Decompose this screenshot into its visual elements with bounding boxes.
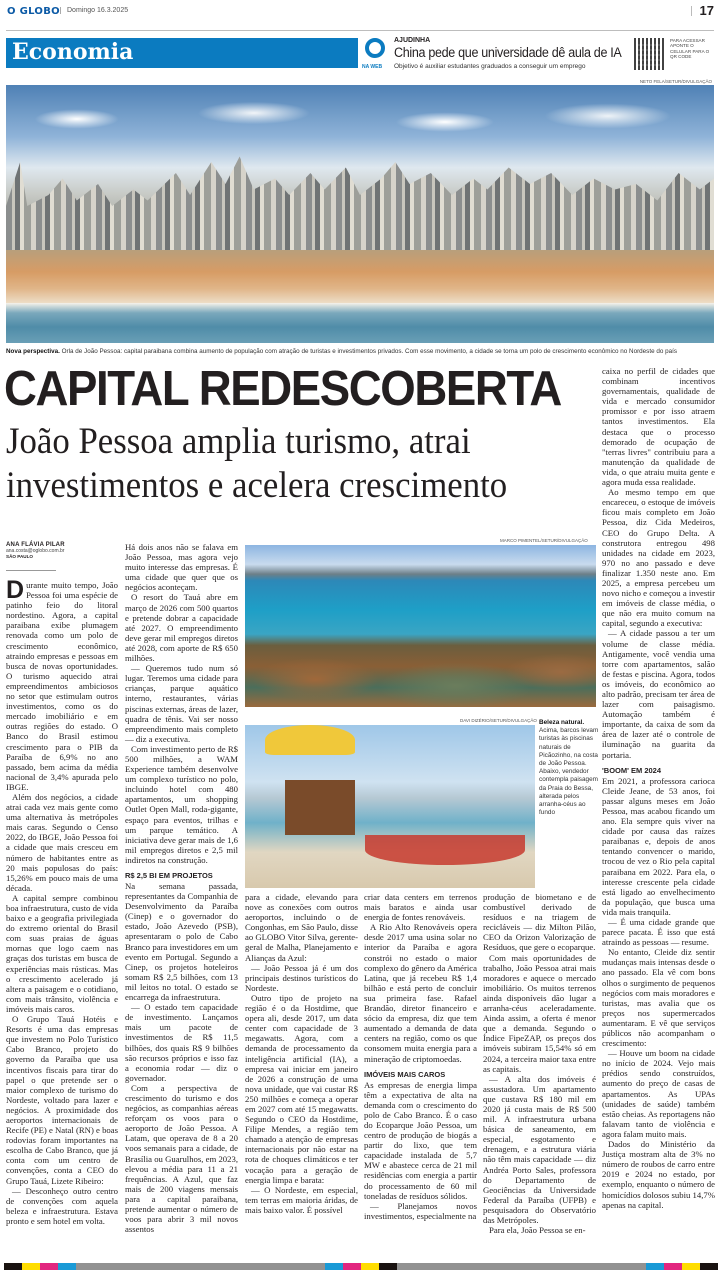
color-swatch (4, 1263, 22, 1270)
inline-photo-caption (539, 719, 599, 817)
paragraph-text: O Grupo Tauá Hotéis e Resorts é uma das empresas que investem no Polo Turístico Cabo Branco, projeto do governo da Paraíba que usa incentivos fiscais para tirar do papel o que pretende ser o maior complexo de turismo do Nordeste, voltado para lazer e negócios. A proximidade dos aeroportos internacionais de Recife (PE) e Natal (RN) e boas rodovias foram importantes na escolha de Cabo Branco, que já conta com um centro de convenções, conta a CEO do Grupo Tauá, Lizete Ribeiro: (6, 1014, 118, 1186)
photo-umbrella (265, 725, 355, 755)
article-paragraph (602, 917, 715, 947)
article-paragraph (125, 881, 238, 1002)
qr-code-icon[interactable] (634, 38, 666, 70)
photo-natural-pools-boats (245, 545, 596, 707)
color-swatch (325, 1263, 343, 1270)
article-paragraph (125, 542, 238, 592)
photo-reef (245, 637, 596, 707)
promo-subhead: Objetivo é auxiliar estudantes graduados a conseguir um emprego (394, 63, 586, 70)
paragraph-text: — O estado tem capacidade de investimento. Lançamos mais um pacote de investimentos de R$ 11,5 bilhões, dos quais R$ 9 bilhões são recursos próprios e isso faz a economia rodar — diz o governador. (125, 1002, 238, 1083)
article-paragraph (6, 1186, 118, 1226)
web-ring-icon (365, 38, 385, 58)
article-paragraph (6, 1014, 118, 1186)
paragraph-text: — João Pessoa já é um dos principais destinos turísticos do Nordeste. (245, 962, 358, 993)
color-swatch (361, 1263, 379, 1270)
article-paragraph (483, 1074, 596, 1225)
newspaper-logo: O GLOBO (7, 6, 60, 17)
subheading: R$ 2,5 BI EM PROJETOS (125, 871, 213, 880)
print-color-bar (4, 1263, 718, 1270)
article-paragraph (6, 792, 118, 893)
subheading: 'BOOM' EM 2024 (602, 765, 662, 775)
page-number: 17 (691, 3, 714, 18)
article-paragraph (483, 892, 596, 953)
color-swatch (682, 1263, 700, 1270)
article-paragraph (602, 776, 715, 917)
paragraph-text: Ao mesmo tempo em que encareceu, o estoque de imóveis ficou mais completo em João Pessoa, diz Cida Medeiros, CEO do Grupo Delta. A construtora entregou 498 unidades na cidade em 2023, 970 no ano passado e deve finalizar 1.350 neste ano. Em 2025, a empresa percebeu um novo nicho e começou a investir em imóveis de classe média, o que não era muito comum na capital, segundo a executiva: (602, 487, 715, 629)
article-column-1 (6, 576, 118, 1226)
hero-photo-credit: NETO FELA/SETUR/DIVULGAÇÃO (639, 79, 712, 84)
article-paragraph (125, 744, 238, 865)
paragraph-text: Com a perspectiva de crescimento do turismo e dos negócios, as companhias aéreas reforçam os voos para o aeroporto de João Pessoa. A Latam, que operava de 8 a 20 voos semanais para a cidade, de Brasília ou Guarulhos, em 2023, elevou a média para 11 a 21 frequências. A Azul, que faz mais de 200 viagens mensais para a capital paraibana, pretende aumentar o número de voos para abrir 3 mil novos assentos (125, 1082, 238, 1235)
paragraph-text: — É uma cidade grande que parece pacata. É isso que está atraindo as pessoas — resume. (602, 916, 715, 948)
subheading: IMÓVEIS MAIS CAROS (364, 1069, 446, 1079)
photo-skyline (6, 140, 714, 250)
article-deck: João Pessoa amplia turismo, atrai investimentos e acelera crescimento (6, 421, 508, 506)
photo-bessa-beach-vendor (245, 725, 535, 888)
drop-cap: D (6, 576, 25, 604)
inline-caption-lead: Beleza natural. (539, 719, 585, 726)
article-paragraph (602, 1048, 715, 1139)
paragraph-text: criar data centers em terrenos mais baratos e ainda usar energia de fontes renováveis. (364, 892, 477, 923)
hero-photo-joao-pessoa-skyline (6, 85, 714, 343)
edition-date: Domingo 16.3.2025 (60, 7, 128, 14)
hero-caption-lead: Nova perspectiva. (6, 348, 60, 355)
article-paragraph (364, 892, 477, 922)
author-email[interactable]: ana.costa@oglobo.com.br (6, 548, 65, 554)
photo-credit-top: MARCO PIMENTEL/SETUR/DIVULGAÇÃO (500, 538, 588, 543)
article-paragraph (6, 576, 118, 792)
inline-caption-text: Acima, barcos levam turistas às piscinas naturais de Picãozinho, na costa de João Pessoa. Abaixo, vendedor contempla paisagem da Praia do Bessa, alterada pelos arranha-céus ao fundo (539, 727, 599, 817)
paragraph-text: — A alta dos imóveis é assustadora. Um apartamento que custava R$ 180 mil em 2020 já custa mais de R$ 500 mil. A infraestrutura urbana básica de saneamento, em especial, esgotamento e drenagem, e a estrutura viária não têm mais capacidade — diz Andréa Porto Sales, professora do Departamento de Geociências da Universidade Federal da Paraíba (UFPB) e pesquisadora do Observatório das Metrópoles. (483, 1073, 596, 1225)
color-swatch (343, 1263, 361, 1270)
paragraph-text: — Houve um boom na cidade no início de 2024. Vejo mais prédios sendo construídos, aumento do preço de casas de apartamentos. As UPAs (unidades de saúde) também estão cheias. As reportagens não falavam tanto de violência e agora falam muito mais. (602, 1048, 715, 1139)
article-paragraph (125, 592, 238, 663)
article-paragraph (364, 1080, 477, 1201)
color-swatch (397, 1263, 646, 1270)
article-paragraph (125, 1002, 238, 1083)
paragraph-text: As empresas de energia limpa têm a expectativa de alta na demanda com o crescimento do polo de Cabo Branco. É o caso do Ecoparque João Pessoa, um centro de produção de biogás a partir do lixo, que tem capacidade instalada de 5,7 MW e abastece cerca de 21 mil residências com energia a partir do processamento de 60 mil toneladas de resíduos sólidos. (364, 1079, 477, 1201)
article-paragraph (245, 963, 358, 993)
article-paragraph (245, 993, 358, 1185)
paragraph-text: Além dos negócios, a cidade atrai cada vez mais gente como uma alternativa às metrópoles mais caras. Segundo o Censo 2022, do IBGE, João Pessoa foi a cidade que mais cresceu em número de habitantes entre as 20 mais populosas do país: 15,26% em pouco mais de uma década. (6, 791, 118, 893)
article-paragraph (364, 922, 477, 1063)
promo-kicker: AJUDINHA (394, 37, 431, 44)
article-column-4 (364, 892, 477, 1221)
paragraph-text: Para ela, João Pessoa se en- (489, 1225, 586, 1236)
paragraph-text: caixa no perfil de cidades que combinam incentivos governamentais, qualidade de vida e mercado consumidor promissor e por isso atraem tantos investimentos. Ela destaca que o processo demorado de ocupação de "terras livres" contribuiu para a manutenção da qualidade de vida, o que atraiu muita gente e agora muda essa realidade. (602, 366, 715, 488)
article-paragraph (125, 1083, 238, 1234)
photo-beach (6, 250, 714, 305)
article-paragraph (483, 953, 596, 1074)
section-title: Economia (12, 39, 134, 65)
paragraph-text: — Queremos tudo num só lugar. Teremos uma cidade para crianças, parque aquático interno, restaurantes, várias piscinas externas, áreas de lazer, quadra de tênis. Vai ser nosso empreendimento mais completo — diz a executiva. (125, 663, 238, 744)
paragraph-text: Dados do Ministério da Justiça mostram alta de 3% no número de roubos de carro entre 2019 e 2024 no estado, por exemplo, enquanto o número de homicídios dolosos subiu 14,7% apenas na capital. (602, 1139, 715, 1210)
article-paragraph (602, 628, 715, 759)
paragraph-text: para a cidade, elevando para nove as conexões com outros aeroportos, incluindo o de Congonhas, em São Paulo, disse ao GLOBO Vitor Silva, gerente-geral de Malha, Planejamento e Alianças da Azul: (245, 892, 358, 963)
article-paragraph (245, 1185, 358, 1215)
paragraph-text: — Desconheço outro centro de convenções com aquela beleza e infraestrutura. Estava pronto e sem hotel em volta. (6, 1185, 118, 1226)
promo-headline[interactable]: China pede que universidade dê aula de IA (394, 45, 622, 60)
color-swatch (58, 1263, 76, 1270)
photo-sea (6, 303, 714, 343)
color-swatch (40, 1263, 58, 1270)
paragraph-text: Com mais oportunidades de trabalho, João Pessoa atrai mais moradores e aquece o mercado imobiliário. Os muitos terrenos ainda disponíveis dão lugar a arranha-céus aceleradamente. Ainda assim, a oferta é menor que a demanda. Segundo o Índice FipeZAP, os preços dos imóveis subiram 15,54% só em 2024, a terceira maior taxa entre as capitais. (483, 952, 596, 1074)
paragraph-text: Na semana passada, representantes da Companhia de Desenvolvimento da Paraíba (Cinep) e o governador do estado, João Azevedo (PSB), apresentaram o polo de Cabo Branco para investidores em um evento em Portugal. Segundo a Cinep, os projetos hoteleiros somam R$ 2,5 bilhões, com 13 mil leitos no total. O estado se encarrega da infraestrutura. (125, 881, 238, 1003)
author-name: ANA FLÁVIA PILAR (6, 542, 65, 548)
byline-rule (6, 570, 56, 571)
article-column-3 (245, 892, 358, 1215)
article-paragraph (6, 893, 118, 1014)
qr-instructions: PARA ACESSAR APONTE O CELULAR PARA O QR CODE (670, 38, 710, 59)
article-paragraph (602, 487, 715, 628)
article-column-2 (125, 542, 238, 1234)
article-paragraph (602, 947, 715, 1048)
hero-caption (6, 348, 677, 355)
paragraph-text: No entanto, Cleide diz sentir mudanças mais intensas desde o ano passado. Ela vê com bons olhos o surgimento de pequenos negócios com mais moradores e turistas, mas avalia que os preços nos supermercados aumentaram. E vê que serviços públicos não acompanham o crescimento: (602, 947, 715, 1049)
paragraph-text: produção de biometano e de combustível derivado de resíduos e na triagem de recicláveis — diz Milton Pilão, CEO da Orizon Valorização de Resíduos, que gere o ecoparque. (483, 892, 596, 953)
paragraph-text: — O Nordeste, em especial, tem terras em maioria áridas, de mais baixo valor. É possível (245, 1184, 358, 1215)
hero-caption-text: Orla de João Pessoa: capital paraibana combina aumento de população com atração de turistas e investimentos privados. Com esse movimento, a cidade se torna um polo de crescimento econômico no Nordeste do país (59, 348, 677, 355)
paragraph-text: — Planejamos novos investimentos, especialmente na (364, 1200, 477, 1221)
photo-vendor-cart (285, 780, 355, 835)
article-paragraph (602, 366, 715, 487)
dateline-city: SÃO PAULO (6, 554, 33, 559)
color-swatch (664, 1263, 682, 1270)
article-column-5 (483, 892, 596, 1235)
paragraph-text: A capital sempre combinou boa infraestrutura, custo de vida baixo e a geografia privilegiada do extremo oriental do Brasil com suas praias de águas mornas que logo caem nas graças dos turistas em busca de experiências mais rústicas. Mas o crescimento acelerado já altera a paisagem e o cotidiano, com mais trânsito, violência e imóveis mais caros. (6, 892, 118, 1014)
paragraph-text: O resort do Tauá abre em março de 2026 com 500 quartos e pretende dobrar a capacidade até 2027. O empreendimento deve gerar mil empregos diretos até 2028, com aporte de R$ 650 milhões. (125, 592, 238, 664)
paragraph-text: — A cidade passou a ter um volume de classe média. Antigamente, você vendia uma torre com apartamentos, salão de festas e piscina. Agora, todos os imóveis, do econômico ao alto padrão, precisam ter área de lazer com paisagismo. Automação também é importante, da caixa de som da área de lazer até o controle de iluminação na guarita da portaria. (602, 628, 715, 760)
color-swatch (700, 1263, 718, 1270)
article-paragraph (483, 1225, 596, 1235)
photo-boat (365, 835, 525, 865)
photo-credit-bottom: DAVI DIZÉRIO/SETUR/DIVULGAÇÃO (460, 718, 537, 723)
article-paragraph (364, 1201, 477, 1221)
article-paragraph (125, 663, 238, 744)
paragraph-text: A Rio Alto Renováveis opera desde 2017 uma usina solar no interior da Paraíba e agora constrói no estado o maior complexo do gênero da América Latina, que já recebeu R$ 1,4 bilhão e está perto de concluir sua primeira fase. Rafael Brandão, diretor financeiro e sócio da empresa, diz que tem aumentado a demanda de data centers na região, como os que consomem muita energia para a mineração de criptomoedas. (364, 922, 477, 1064)
masthead-rule (6, 30, 714, 31)
paragraph-text: urante muito tempo, João Pessoa foi uma espécie de patinho feio do litoral nordestino. Agora, a capital paraibana exibe plumagem renovada como um polo de crescimento econômico, atraindo empresas e pessoas em busca de novas oportunidades. O turismo aquecido atrai empreendimentos ambiciosos no setor que estimulam outros investimentos, como os do mercado imobiliário e em outras regiões do estado. O Banco do Brasil estimou crescimento para o PIB da Paraíba de 6,9% no ano passado, bem acima da média nacional de 3,4% apurada pelo IBGE. (6, 580, 118, 792)
photo-clouds (6, 95, 714, 155)
paragraph-text: Em 2021, a professora carioca Cleide Jeane, de 53 anos, foi passar alguns meses em João Pessoa, mas acabou ficando um ano. Ela sempre quis viver na cidade por causa das raízes paraibanas e, depois de anos tentando convencer o marido, trocou de vez o Rio pela capital paraibana em 2022. Para ela, o interesse crescente pela cidade está ligado ao envelhecimento da população, que busca uma vida mais tranquila. (602, 775, 715, 917)
article-column-6 (602, 366, 715, 1210)
web-label: NA WEB (362, 64, 383, 70)
color-swatch (76, 1263, 325, 1270)
article-headline: CAPITAL REDESCOBERTA (4, 362, 561, 416)
color-swatch (646, 1263, 664, 1270)
color-swatch (379, 1263, 397, 1270)
paragraph-text: Outro tipo de projeto na região é o da Hostdime, que opera ali, desde 2017, um data center com capacidade de 3 megawatts. Agora, com a demanda de processamento da inteligência artificial (IA), a empresa vai iniciar em janeiro de 2026 a construção de uma nova unidade, que vai custar R$ 250 milhões e começa a operar em 2027 com até 15 megawatts. Segundo o CEO da Hostdime, Filipe Mendes, a região tem chamado a atenção de empresas internacionais por não estar na rota de choques climáticos e ter vocação para a geração de energia limpa e barata: (245, 992, 358, 1185)
paragraph-text: Há dois anos não se falava em João Pessoa, mas agora vejo muito interesse das empresas. É uma cidade que quer que os negócios aconteçam. (125, 542, 238, 593)
paragraph-text: Com investimento perto de R$ 500 milhões, a WAM Experience também desenvolve um complexo turístico no polo, incluindo hotel com 480 apartamentos, um shopping Outlet Open Mall, roda-gigante, espaço para eventos, trilhas e um parque temático. A iniciativa deve gerar mais de 1,6 mil empregos diretos e 2,5 mil indiretos na construção. (125, 743, 238, 865)
color-swatch (22, 1263, 40, 1270)
article-paragraph (245, 892, 358, 963)
article-paragraph (602, 1139, 715, 1210)
byline (6, 542, 116, 559)
